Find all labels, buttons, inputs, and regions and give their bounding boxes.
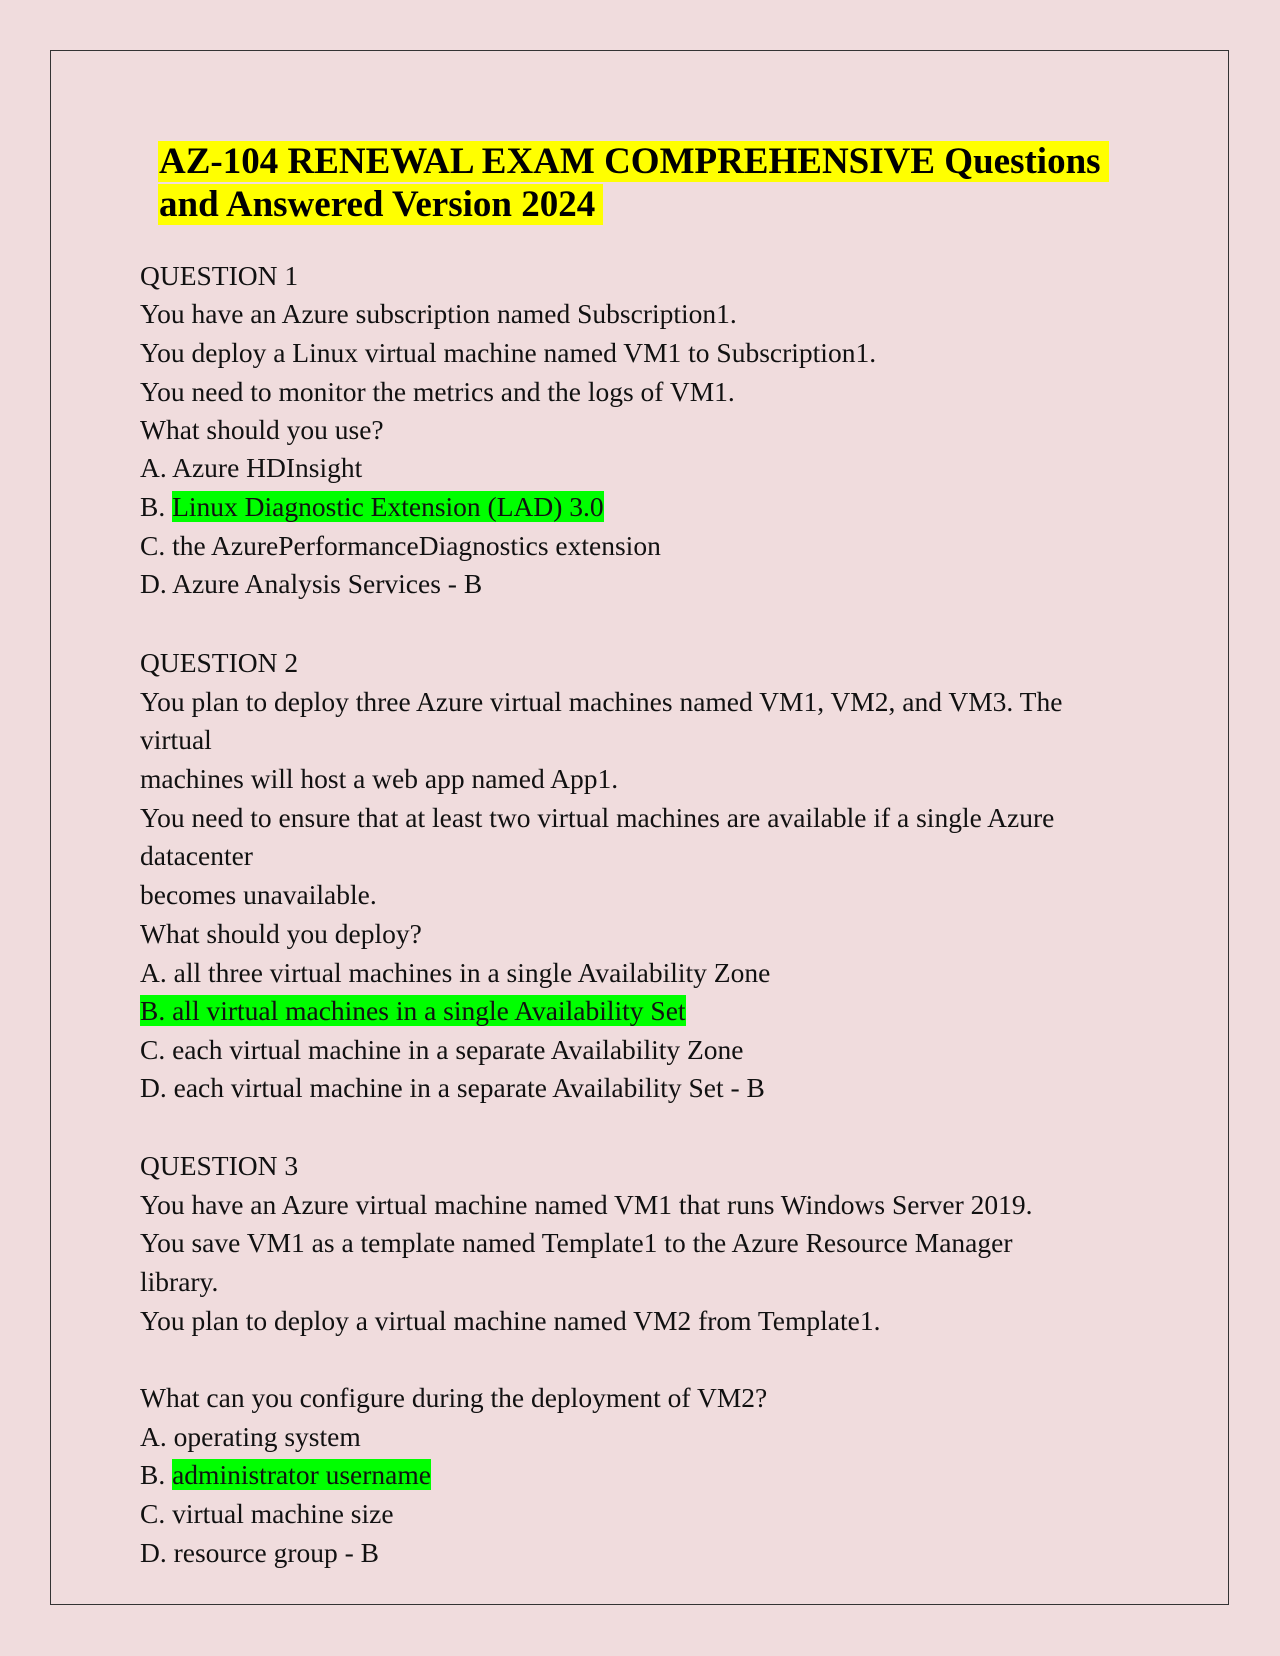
question-2-stem-line: becomes unavailable.	[140, 879, 377, 910]
question-3-stem-line: library.	[140, 1266, 219, 1297]
question-1-stem-line: You deploy a Linux virtual machine named VM1 to Subscription1.	[140, 337, 877, 368]
correct-answer-highlight: administrator username	[172, 1459, 431, 1490]
question-3-stem-line: You plan to deploy a virtual machine named VM2 from Template1.	[140, 1305, 881, 1336]
title-line-2: and Answered Version 2024	[158, 184, 603, 225]
question-1-option-b	[140, 490, 604, 524]
question-3-option-c: C. virtual machine size	[140, 1498, 394, 1529]
question-1-stem-line: You need to monitor the metrics and the logs of VM1.	[140, 376, 735, 407]
document-title	[158, 140, 1138, 226]
question-2-option-c: C. each virtual machine in a separate Availability Zone	[140, 1034, 744, 1065]
option-b-prefix: B.	[140, 491, 173, 522]
question-3-stem-line: You have an Azure virtual machine named VM1 that runs Windows Server 2019.	[140, 1189, 1033, 1220]
question-2-stem-line: You need to ensure that at least two virtual machines are available if a single Azure	[140, 802, 1055, 833]
question-3-heading: QUESTION 3	[140, 1150, 299, 1181]
question-1-option-d: D. Azure Analysis Services - B	[140, 568, 483, 599]
correct-answer-highlight: B. all virtual machines in a single Availability Set	[140, 995, 686, 1026]
question-2-heading: QUESTION 2	[140, 647, 299, 678]
question-1-option-a: A. Azure HDInsight	[140, 452, 363, 483]
question-2-stem-line: datacenter	[140, 840, 253, 871]
question-2-option-b	[140, 994, 686, 1028]
question-3-option-d: D. resource group - B	[140, 1537, 380, 1568]
question-2-stem-line: virtual	[140, 724, 212, 755]
question-3-stem-line: You save VM1 as a template named Template1 to the Azure Resource Manager	[140, 1227, 1013, 1258]
question-2-prompt: What should you deploy?	[140, 918, 422, 949]
question-2-stem-line: machines will host a web app named App1.	[140, 763, 619, 794]
question-1-prompt: What should you use?	[140, 414, 384, 445]
question-1-option-c: C. the AzurePerformanceDiagnostics extension	[140, 530, 661, 561]
question-1-heading: QUESTION 1	[140, 260, 299, 291]
title-line-1: AZ-104 RENEWAL EXAM COMPREHENSIVE Questions	[158, 141, 1109, 182]
question-2-stem-line: You plan to deploy three Azure virtual machines named VM1, VM2, and VM3. The	[140, 686, 1063, 717]
question-2-option-d: D. each virtual machine in a separate Availability Set - B	[140, 1072, 765, 1103]
question-3-prompt: What can you configure during the deployment of VM2?	[140, 1382, 768, 1413]
correct-answer-highlight: Linux Diagnostic Extension (LAD) 3.0	[172, 491, 604, 522]
option-b-prefix: B.	[140, 1459, 173, 1490]
question-2-option-a: A. all three virtual machines in a single Availability Zone	[140, 957, 771, 988]
question-3-option-a: A. operating system	[140, 1421, 361, 1452]
question-3-option-b	[140, 1458, 431, 1492]
question-1-stem-line: You have an Azure subscription named Subscription1.	[140, 298, 737, 329]
